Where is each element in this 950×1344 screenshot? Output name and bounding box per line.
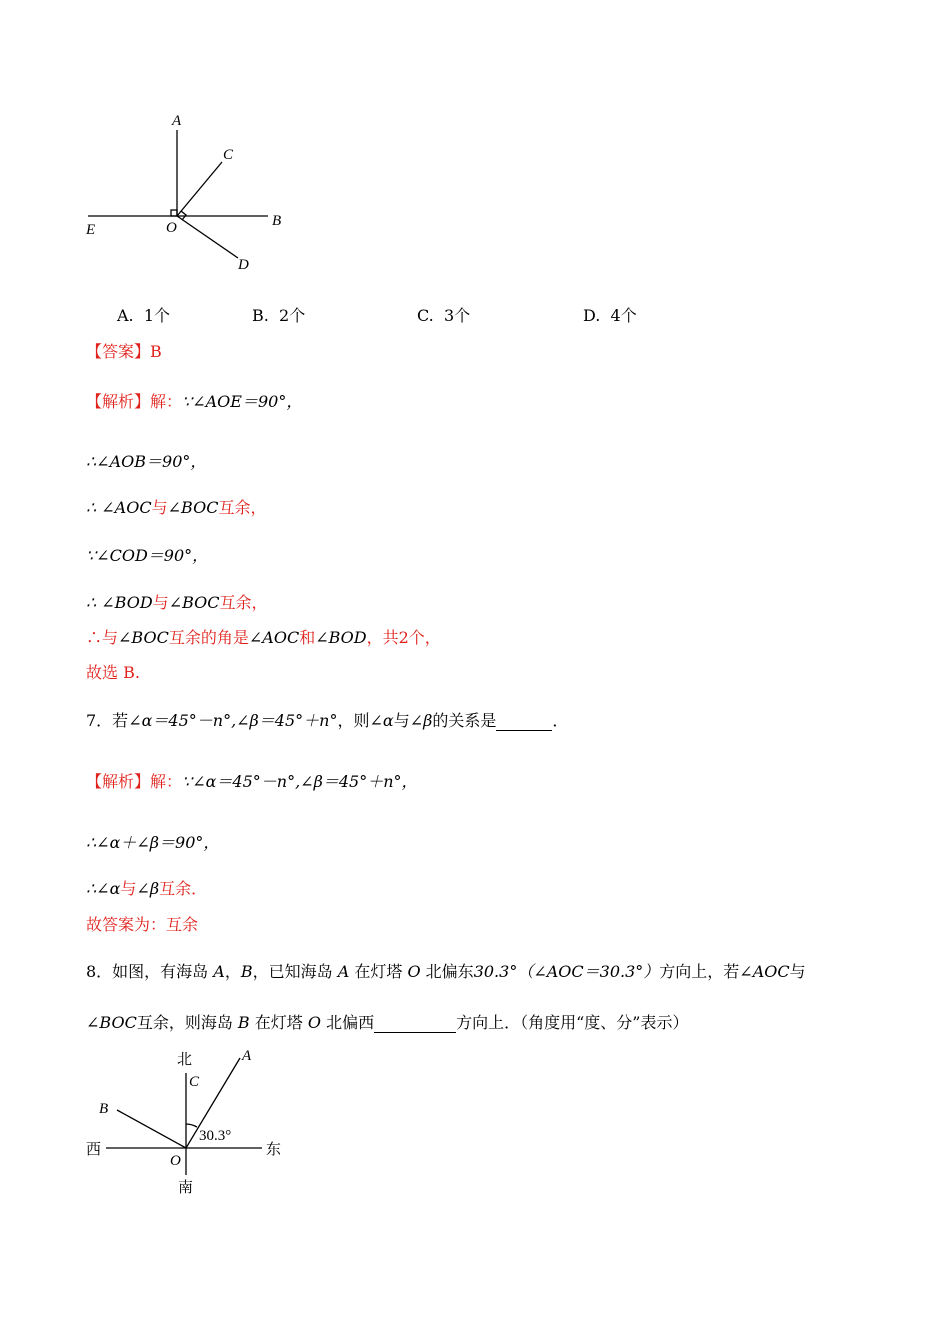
option-a: A. 1个 [117,306,170,325]
q8-stem-line2: ∠BOC互余，则海岛 B 在灯塔 O 北偏西 方向上．（角度用“度、分”表示） [86,1013,689,1032]
q7-stem: 7．若∠α＝45°－n°,∠β＝45°＋n°，则∠α与∠β的关系是 ． [86,711,569,730]
label-a: A [242,1048,252,1064]
label-b: B [272,213,282,229]
label-angle: 30.3° [199,1128,232,1144]
q6-analysis-line5: ∴ ∠BOD与∠BOC互余， [86,593,268,612]
label-o: O [170,1153,181,1169]
q6-conclusion: 故选 B. [86,663,140,682]
line-ob [117,1110,186,1148]
q7-conclusion: 故答案为：互余 [86,915,199,934]
q8-stem-line1: 8．如图，有海岛 A，B，已知海岛 A 在灯塔 O 北偏东30.3°（∠AOC＝30.3°）方向上，若∠AOC与 [86,962,806,981]
q7-analysis-line2: ∴∠α＋∠β＝90°， [86,833,220,852]
option-d: D. 4个 [583,306,637,325]
label-c: C [189,1074,200,1090]
q6-analysis-line1: 【解析】解：∵∠AOE＝90°， [86,392,303,411]
q6-analysis-line3: ∴ ∠AOC与∠BOC互余， [86,498,267,517]
label-east: 东 [266,1142,282,1158]
q6-analysis-line4: ∵∠COD＝90°， [86,546,209,565]
option-b: B. 2个 [252,306,306,325]
label-c: C [223,147,234,163]
label-south: 南 [178,1180,194,1196]
angle-arc [186,1124,197,1127]
option-c: C. 3个 [417,306,471,325]
label-b: B [99,1101,109,1117]
q6-analysis-line6: ∴与∠BOC互余的角是∠AOC和∠BOD，共2个， [86,628,441,647]
q6-analysis-line2: ∴∠AOB＝90°， [86,452,207,471]
q6-answer: 【答案】B [86,342,162,361]
q7-analysis-line1: 【解析】解：∵∠α＝45°－n°,∠β＝45°＋n°， [86,772,418,791]
label-north: 北 [177,1052,193,1068]
label-e: E [86,222,96,238]
q7-analysis-line3: ∴∠α与∠β互余． [86,879,208,898]
label-a: A [172,113,182,129]
label-o: O [166,220,177,236]
label-west: 西 [86,1142,102,1158]
label-d: D [238,257,249,273]
